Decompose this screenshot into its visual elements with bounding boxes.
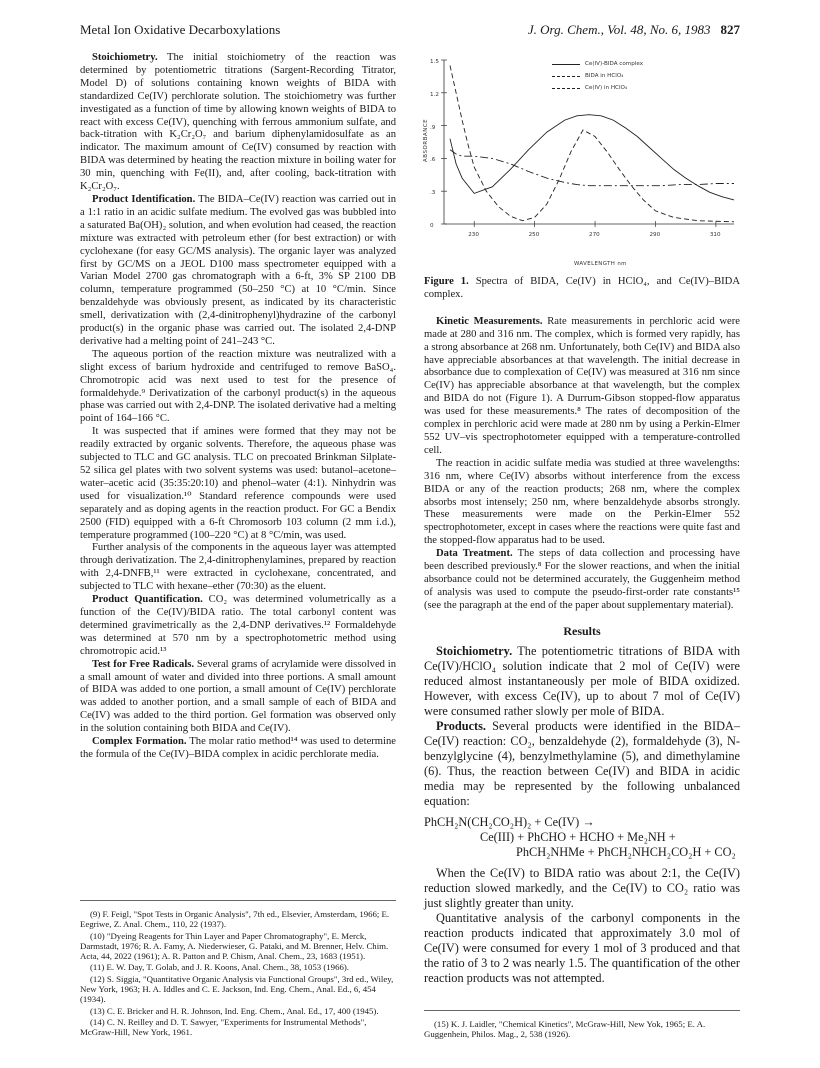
paragraph-product-identification bbox=[80, 194, 396, 349]
equation-line-1: PhCH₂N(CH₂CO₂H)₂ + Ce(IV) → bbox=[424, 814, 595, 829]
paragraph-derivatization bbox=[80, 542, 396, 594]
caption-text: Spectra of BIDA, Ce(IV) in HClO₄, and Ce(IV)–BIDA complex. bbox=[424, 276, 740, 300]
footnote-13: (13) C. E. Bricker and H. R. Johnson, Ind. Eng. Chem., Anal. Ed., 17, 400 (1945). bbox=[90, 1005, 379, 1016]
x-tick-label: 310 bbox=[709, 232, 721, 238]
paragraph-free-radicals bbox=[80, 659, 396, 736]
run-in-heading: Stoichiometry. bbox=[436, 643, 513, 658]
paragraph-complex-formation bbox=[80, 736, 396, 762]
results-body bbox=[424, 644, 740, 986]
figure-label: Figure 1. bbox=[424, 276, 469, 287]
legend-label: Ce(IV) in HClO₄ bbox=[585, 85, 628, 91]
paragraph-data-treatment bbox=[424, 548, 740, 613]
paragraph-text: Several products were identified in the BIDA–Ce(IV) reaction: CO₂, benzaldehyde (2), formaldehyde (3), N-benzylglycine (4), benzylmethylamine (5), and dimethylamine (6). Thus, the reaction between Ce(IV) and BIDA in acidic media may be represented by the following unbalanced equation: bbox=[424, 718, 740, 808]
paragraph-quantitative bbox=[424, 911, 740, 986]
run-in-heading: Product Quantification. bbox=[92, 594, 203, 606]
run-in-heading: Product Identification. bbox=[92, 193, 196, 205]
y-tick-label: 1.2 bbox=[430, 91, 439, 98]
legend-label: BIDA in HClO₄ bbox=[585, 73, 624, 79]
left-column bbox=[80, 52, 396, 762]
footnote-10: (10) "Dyeing Reagents for Thin Layer and Paper Chromatography", E. Merck, Darmstadt, 1976; R. A. Famy, A. Niederwieser, G. Pataki, and M. Brenner, Helv. Chim. Acta, 44, 2022 (1961); A. R. Patton and P. Chism, Anal. Chem., 23, 1683 (1951). bbox=[80, 930, 389, 962]
x-tick-label: 250 bbox=[528, 232, 540, 238]
paragraph-text: The steps of data collection and processing have been described previously.⁸ For the slower reactions, and when the initial absorbance could not be determined accurately, the Guggenheim method of analysis was used to compute the pseudo-first-order rate constants¹⁵ (see the paragraph at the end of the paper about supplementary material). bbox=[424, 548, 740, 611]
running-header-title: Metal Ion Oxidative Decarboxylations bbox=[80, 22, 281, 37]
y-axis-label: ABSORBANCE bbox=[423, 118, 429, 162]
paragraph-text: It was suspected that if amines were formed that they may not be readily extracted by organic solvents. Therefore, the aqueous phase was subjected to TLC and GC analysis. TLC on precoated Brinkman Silplate-52 silica gel plates with two solvent systems was used: butanol–acetone–water–acetic acid (35:35:20:10) and phenol–water (4:1). Ninhydrin was used for visualization.¹⁰ Standard reference compounds were used separately and as doping agents in the reaction product. For GC a Bendix 2500 (FID) equipped with a 6-ft Chromosorb 103 column (2 mm i.d.), temperature programmed (100–220 °C) at 8 °C/min, was used. bbox=[80, 426, 396, 541]
series-line-dashdot bbox=[450, 150, 734, 186]
run-in-heading: Complex Formation. bbox=[92, 736, 187, 748]
paragraph-product-quantification bbox=[80, 594, 396, 659]
paragraph-aqueous-portion bbox=[80, 349, 396, 426]
series-line-solid bbox=[450, 115, 734, 200]
paragraph-stoichiometry-method bbox=[80, 52, 396, 194]
paragraph-text: The initial stoichiometry of the reaction was determined by potentiometric titrations (Sargent-Recording Titrator, Model D) of solutions containing known weights of BIDA with standardized Ce(IV) perchlorate solution. The stoichiometry was further investigated as a function of time by allowing known weights of BIDA to react with excess Ce(IV), quenching with ferrous ammonium sulfate, and back-titration with K₂Cr₂O₇ and barium diphenylamidosulfate as an indicator. The maximum amount of Ce(IV) consumed by reaction with BIDA was determined by heating the reaction mixture in boiling water for 30 min, quenching with Fe(II), and, after cooling, back-titration with K₂Cr₂O₇. bbox=[80, 52, 397, 193]
paragraph-kinetic-measurements bbox=[424, 316, 740, 458]
right-column bbox=[424, 52, 740, 986]
footnote-12: (12) S. Siggia, "Quantitative Organic Analysis via Functional Groups", 3rd ed., Wiley, New York, 1963; H. A. Iddles and C. E. Jackson, Ind. Eng. Chem., Anal. Ed., 6, 454 (1934). bbox=[80, 973, 394, 1005]
footnote-9: (9) F. Feigl, "Spot Tests in Organic Analysis", 7th ed., Elsevier, Amsterdam, 1966; E. Eegriwe, Z. Anal. Chem., 110, 22 (1937). bbox=[80, 909, 390, 930]
y-tick-label: .9 bbox=[430, 124, 436, 131]
paragraph-text: The potentiometric titrations of BIDA with Ce(IV)/HClO₄ solution indicate that 2 mol of Ce(IV) were reduced almost instantaneously per mole of BIDA oxidized. However, with excess Ce(IV), up to about 7 mol of Ce(IV) were consumed rather slowly per mole of BIDA. bbox=[424, 643, 740, 718]
y-tick-label: 1.5 bbox=[430, 59, 439, 65]
page-number: 827 bbox=[720, 22, 740, 37]
paragraph-text: Several grams of acrylamide were dissolved in a small amount of water and divided into three portions. A small amount of BIDA was added to one portion, a small amount of Ce(IV) perchlorate was added to another portion, and a small sample of each of BIDA and Ce(IV) was added to the third portion. Gel formation was observed only in the solution containing both BIDA and Ce(IV). bbox=[80, 658, 396, 735]
footnotes-right bbox=[424, 1010, 740, 1041]
y-tick-label: .3 bbox=[430, 190, 436, 197]
legend-swatch-dashdot bbox=[552, 88, 580, 89]
footnote-14: (14) C. N. Reilley and D. T. Sawyer, "Experiments for Instrumental Methods", McGraw-Hill, New York, 1961. bbox=[80, 1016, 367, 1038]
paragraph-text: Further analysis of the components in the aqueous layer was attempted through derivatization. The 2,4-dinitrophenylamines, prepared by reaction with 2,4-DNFB,¹¹ were extracted in cyclohexane, concentrated, and subjected to TLC with hexane–ether (70:30) as the eluent. bbox=[80, 542, 396, 593]
equation-line-3: PhCH₂NHMe + PhCH₂NHCH₂CO₂H + CO₂ bbox=[516, 844, 736, 859]
equation-line-2: Ce(III) + PhCHO + HCHO + Me₂NH + bbox=[480, 829, 676, 844]
paragraph-text: Rate measurements in perchloric acid were made at 280 and 316 nm. The complex, which is formed very rapidly, has a strong absorbance at 268 nm. Unfortunately, both Ce(IV) and BIDA also have appreciable absorbances at that wavelength. The initial decrease in absorbance due to complexation of Ce(IV) was measured at 316 nm since Ce(IV) has appreciable absorbance at that wavelength, but the complex and BIDA do not (Figure 1). A Durrum-Gibson stopped-flow apparatus was used for these measurements.⁸ The rates of decomposition of the complex in perchloric acid were made at 280 nm by using a Perkin-Elmer 552 UV–vis spectrophotometer equipped with a temperature-controlled cell. bbox=[424, 315, 740, 456]
legend-entry-bida bbox=[552, 70, 643, 82]
run-in-heading: Products. bbox=[436, 718, 486, 733]
chart-legend bbox=[552, 58, 643, 94]
paragraph-amines bbox=[80, 426, 396, 542]
run-in-heading: Stoichiometry. bbox=[92, 52, 158, 63]
x-tick-label: 270 bbox=[589, 232, 600, 238]
paragraph-results-stoichiometry bbox=[424, 644, 740, 719]
figure-1-chart bbox=[423, 52, 740, 267]
paragraph-text: The aqueous portion of the reaction mixture was neutralized with a slight excess of barium hydroxide and centrifuged to remove BaSO₄. Chromotropic acid was next used to test for the presence of formaldehyde.⁹ Derivatization of the carbonyl product(s) in the aqueous phase was carried out with 2,4-DNP. The isolated derivative had a melting point of 164–166 °C. bbox=[80, 348, 396, 425]
footnotes-left bbox=[80, 900, 396, 1039]
run-in-heading: Test for Free Radicals. bbox=[92, 658, 195, 670]
x-tick-label: 290 bbox=[649, 232, 661, 238]
journal-citation: J. Org. Chem., Vol. 48, No. 6, 1983 bbox=[527, 22, 711, 37]
paragraph-text: The reaction in acidic sulfate media was studied at three wavelengths: 316 nm, where Ce(IV) absorbs without interference from the excess BIDA or any of the reaction products; 268 nm, where the complex absorbs most intensely; 250 nm, where benzaldehyde absorbs strongly. These measurements were made on the Perkin-Elmer 552 spectrophotometer, except in cases where the reactions were quite fast and the stopped-flow apparatus had to be used. bbox=[424, 457, 740, 547]
paragraph-products bbox=[424, 719, 740, 809]
legend-swatch-solid bbox=[552, 64, 580, 65]
legend-label: Ce(IV)-BIDA complex bbox=[585, 61, 644, 67]
footnote-15: (15) K. J. Laidler, "Chemical Kinetics", McGraw-Hill, New Yok, 1965; E. A. Guggenhein, Philos. Mag., 2, 538 (1926). bbox=[424, 1019, 706, 1040]
running-header-citation bbox=[528, 22, 740, 38]
paragraph-text: The molar ratio method¹⁴ was used to determine the formula of the Ce(IV)–BIDA complex in acidic perchlorate media. bbox=[80, 736, 396, 760]
x-tick-label: 230 bbox=[468, 232, 479, 238]
legend-swatch-dashed bbox=[552, 76, 580, 77]
paragraph-sulfate-media bbox=[424, 458, 740, 548]
paragraph-text: CO₂ was determined volumetrically as a function of the Ce(IV)/BIDA ratio. The total carbonyl content was determined gravimetrically as the 2,4-DNP derivatives.¹² Formaldehyde was determined at 570 nm by a spectrophotometric method using chromotropic acid.¹³ bbox=[80, 594, 396, 657]
y-tick-label: .6 bbox=[430, 157, 436, 164]
section-heading-results: Results bbox=[563, 623, 601, 638]
figure-caption bbox=[424, 276, 740, 302]
paragraph-text: Quantitative analysis of the carbonyl components in the reaction products indicated that approximately 3.0 mol of Ce(IV) were consumed for every 1 mol of 3 produced and that the ratio of 3 to 2 was nearly 1.5. The quantification of the other reaction products was not attempted. bbox=[424, 910, 740, 985]
run-in-heading: Kinetic Measurements. bbox=[436, 315, 543, 327]
reaction-equation bbox=[424, 815, 740, 860]
paragraph-text: The BIDA–Ce(IV) reaction was carried out in a 1:1 ratio in an acidic sulfate medium. The evolved gas was bubbled into a saturated Ba(OH)₂ solution, and when evolution had ceased, the reaction mixture was extracted with petroleum ether (for best extraction) or with cyclohexane (for easy GC/MS analysis). The organic layer was analyzed first by GC/MS on a JEOL D100 mass spectrometer equipped with a Varian Model 2700 gas chromatograph with a 6-ft, 3% SP 2100 DB column, temperature programmed (50–250 °C) at 10 °C/min. Since benzaldehyde was obviously present, as indicated by its characteristic smell, derivatization with (2,4-dinitrophenyl)hydrazine of the carbonyl product(s) in the organic phase was carried out. The isolated 2,4-DNP derivative had a melting point of 241–243 °C. bbox=[80, 193, 396, 347]
run-in-heading: Data Treatment. bbox=[436, 548, 513, 560]
footnote-11: (11) E. W. Day, T. Golab, and J. R. Koons, Anal. Chem., 38, 1053 (1966). bbox=[90, 962, 349, 973]
y-tick-label: 0 bbox=[430, 223, 434, 229]
legend-entry-ce bbox=[552, 82, 643, 94]
x-axis-label: WAVELENGTH nm bbox=[574, 261, 627, 267]
legend-entry-complex bbox=[552, 58, 643, 70]
paragraph-text: When the Ce(IV) to BIDA ratio was about 2:1, the Ce(IV) reduction slowed markedly, and the Ce(IV) to CO₂ ratio was just slightly greater than unity. bbox=[424, 865, 740, 910]
paragraph-ratio bbox=[424, 866, 740, 911]
